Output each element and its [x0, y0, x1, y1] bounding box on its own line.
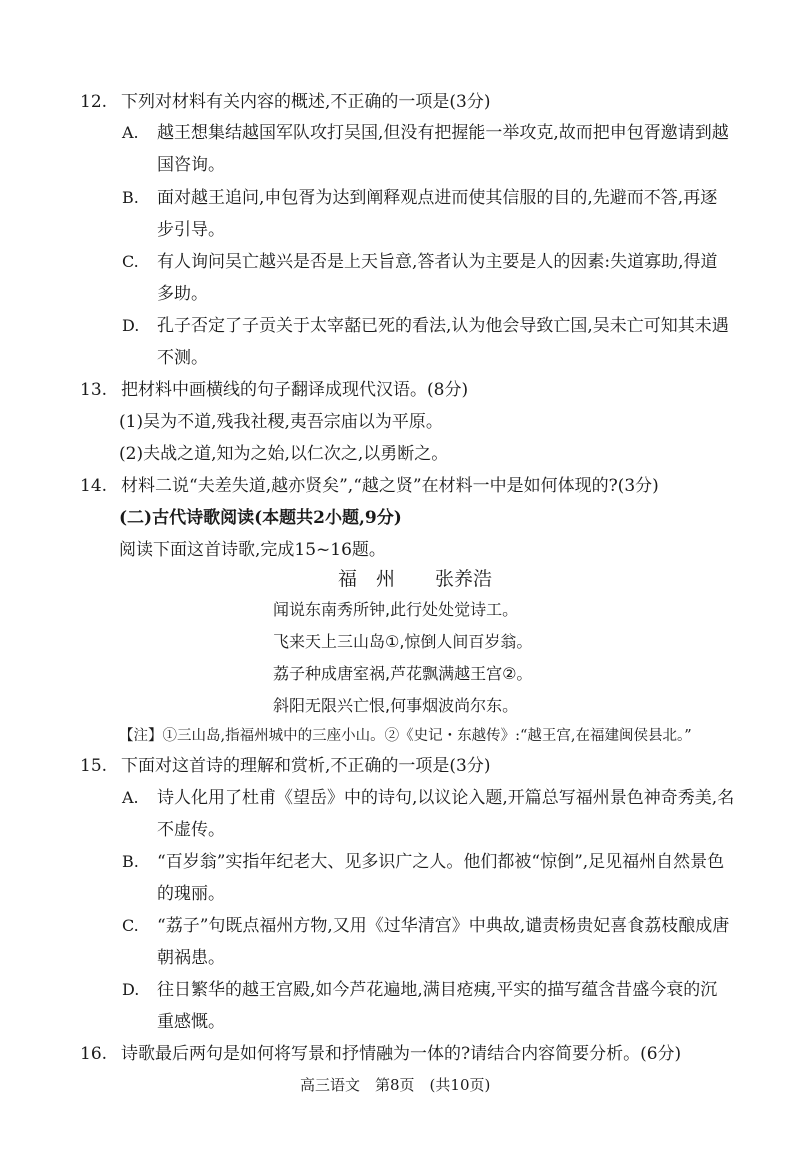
page-footer: 高三语文 第8页 (共10页) [300, 1076, 491, 1094]
q15-option-d-line2: 重感慨。 [157, 1012, 225, 1032]
q15-option-c-letter: C. [122, 916, 139, 935]
q12-option-a-letter: A. [122, 123, 139, 142]
q15-option-a-line1: 诗人化用了杜甫《望岳》中的诗句,以议论入题,开篇总写福州景色神奇秀美,名 [157, 788, 735, 808]
q12-option-a-line2: 国咨询。 [157, 155, 225, 175]
q15-number: 15. [80, 756, 108, 776]
q12-option-b-line2: 步引导。 [157, 220, 225, 240]
q14-stem: 材料二说“夫差失道,越亦贤矣”,“越之贤”在材料一中是如何体现的?(3分) [121, 476, 659, 496]
q12-option-d-line1: 孔子否定了子贡关于太宰嚭已死的看法,认为他会导致亡国,吴未亡可知其未遇 [157, 316, 729, 336]
section-heading: (二)古代诗歌阅读(本题共2小题,9分) [119, 508, 402, 528]
q12-option-c-line1: 有人询问吴亡越兴是否是上天旨意,答者认为主要是人的因素:失道寡助,得道 [157, 252, 718, 272]
q12-stem: 下列对材料有关内容的概述,不正确的一项是(3分) [121, 92, 491, 112]
poem-line-4: 斜阳无限兴亡恨,何事烟波尚尔东。 [273, 696, 519, 715]
section-instruction: 阅读下面这首诗歌,完成15~16题。 [119, 540, 386, 560]
q12-option-b-letter: B. [122, 188, 139, 207]
q15-option-b-line1: “百岁翁”实指年纪老大、见多识广之人。他们都被“惊倒”,足见福州自然景色 [157, 852, 725, 872]
q12-option-d-line2: 不测。 [157, 348, 208, 368]
q15-option-c-line2: 朝祸患。 [157, 948, 225, 968]
q15-stem: 下面对这首诗的理解和赏析,不正确的一项是(3分) [121, 756, 491, 776]
q12-option-c-line2: 多助。 [157, 284, 208, 304]
q12-option-b-line1: 面对越王追问,申包胥为达到阐释观点进而使其信服的目的,先避而不答,再逐 [157, 188, 718, 208]
poem-line-2: 飞来天上三山岛①,惊倒人间百岁翁。 [273, 632, 533, 651]
q13-stem: 把材料中画横线的句子翻译成现代汉语。(8分) [121, 380, 469, 400]
q15-option-a-line2: 不虚传。 [157, 820, 225, 840]
q15-option-a-letter: A. [122, 788, 139, 807]
q16-number: 16. [80, 1044, 108, 1064]
q12-option-a-line1: 越王想集结越国军队攻打吴国,但没有把握能一举攻克,故而把申包胥邀请到越 [157, 123, 729, 143]
poem-line-3: 荔子种成唐室祸,芦花飘满越王宫②。 [273, 664, 533, 683]
q15-option-c-line1: “荔子”句既点福州方物,又用《过华清宫》中典故,谴责杨贵妃喜食荔枝酿成唐 [157, 916, 730, 936]
poem-author: 张养浩 [435, 568, 493, 590]
q13-item-2: (2)夫战之道,知为之始,以仁次之,以勇断之。 [119, 444, 449, 464]
q13-item-1: (1)吴为不道,残我社稷,夷吾宗庙以为平原。 [119, 412, 443, 432]
q12-option-c-letter: C. [122, 252, 139, 271]
q15-option-d-line1: 往日繁华的越王宫殿,如今芦花遍地,满目疮痍,平实的描写蕴含昔盛今衰的沉 [157, 980, 718, 1000]
q15-option-d-letter: D. [122, 980, 140, 999]
poem-title: 福 州 [338, 568, 396, 590]
q15-option-b-line2: 的瑰丽。 [157, 884, 225, 904]
q14-number: 14. [80, 476, 108, 496]
q13-number: 13. [80, 380, 108, 400]
q16-stem: 诗歌最后两句是如何将写景和抒情融为一体的?请结合内容简要分析。(6分) [121, 1044, 682, 1064]
q15-option-b-letter: B. [122, 852, 139, 871]
q12-number: 12. [80, 92, 108, 112]
q12-option-d-letter: D. [122, 316, 140, 335]
poem-line-1: 闻说东南秀所钟,此行处处觉诗工。 [273, 600, 519, 619]
poem-note: 【注】①三山岛,指福州城中的三座小山。②《史记・东越传》:“越王宫,在福建闽侯县北。” [119, 728, 692, 744]
